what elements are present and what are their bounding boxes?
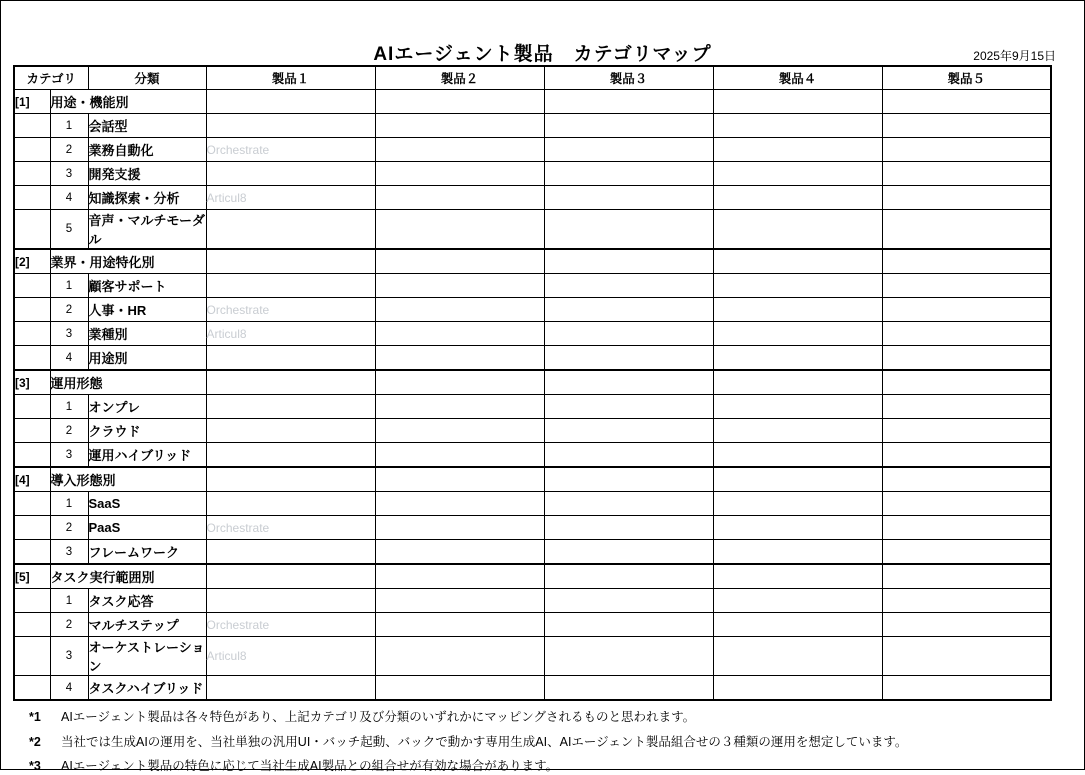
row-classification: SaaS <box>88 492 206 516</box>
product-cell[interactable] <box>713 613 882 637</box>
product-cell[interactable] <box>713 395 882 419</box>
row-classification: タスク応答 <box>88 589 206 613</box>
page-title: AIエージェント製品 カテゴリマップ <box>373 44 712 65</box>
group-product-cell[interactable] <box>375 467 544 492</box>
product-cell[interactable] <box>544 322 713 346</box>
footnote-marker: *1 <box>29 710 41 724</box>
product-cell[interactable] <box>882 274 1051 298</box>
product-cell[interactable] <box>882 395 1051 419</box>
row-classification: 運用ハイブリッド <box>88 443 206 468</box>
notes-section <box>13 710 1072 775</box>
product-cell[interactable] <box>206 540 375 565</box>
group-product-cell[interactable] <box>544 90 713 114</box>
product-cell[interactable] <box>544 210 713 250</box>
table-header-row <box>14 66 1051 90</box>
group-product-cell[interactable] <box>206 370 375 395</box>
row-classification: 知識探索・分析 <box>88 186 206 210</box>
table-row <box>14 186 1051 210</box>
group-marker: [3] <box>14 370 50 395</box>
footnote-marker: *2 <box>29 734 41 749</box>
row-number: 4 <box>50 186 88 210</box>
row-number: 3 <box>50 540 88 565</box>
product-cell[interactable] <box>713 589 882 613</box>
row-number: 5 <box>50 210 88 250</box>
row-classification: 会話型 <box>88 114 206 138</box>
column-header-product-4: 製品４ <box>713 66 882 90</box>
product-cell[interactable] <box>206 492 375 516</box>
product-cell[interactable] <box>882 114 1051 138</box>
product-cell[interactable] <box>713 346 882 371</box>
row-number: 2 <box>50 298 88 322</box>
product-cell[interactable] <box>206 210 375 250</box>
product-cell[interactable] <box>544 637 713 676</box>
group-product-cell[interactable] <box>882 90 1051 114</box>
footnote-text: AIエージェント製品の特色に応じて当社生成AI製品との組合せが有効な場合があります。 <box>61 759 559 774</box>
product-cell[interactable] <box>206 274 375 298</box>
product-cell[interactable] <box>375 138 544 162</box>
product-cell[interactable] <box>544 138 713 162</box>
product-cell[interactable] <box>206 162 375 186</box>
product-cell[interactable] <box>375 298 544 322</box>
product-cell[interactable] <box>713 210 882 250</box>
product-cell[interactable] <box>713 162 882 186</box>
product-cell[interactable] <box>713 138 882 162</box>
group-product-cell[interactable] <box>375 370 544 395</box>
product-cell[interactable] <box>713 186 882 210</box>
product-cell[interactable]: Orchestrate <box>206 298 375 322</box>
table-row <box>14 676 1051 701</box>
column-header-product-2: 製品２ <box>375 66 544 90</box>
product-cell[interactable] <box>544 443 713 468</box>
product-cell[interactable] <box>375 540 544 565</box>
row-number: 1 <box>50 114 88 138</box>
row-category-spacer <box>14 613 50 637</box>
column-header-classification: 分類 <box>88 66 206 90</box>
group-label: 導入形態別 <box>50 467 206 492</box>
group-product-cell[interactable] <box>544 467 713 492</box>
row-number: 1 <box>50 395 88 419</box>
product-cell[interactable] <box>375 274 544 298</box>
product-cell[interactable] <box>882 676 1051 701</box>
row-category-spacer <box>14 589 50 613</box>
product-cell[interactable] <box>882 298 1051 322</box>
product-cell[interactable] <box>375 186 544 210</box>
row-category-spacer <box>14 186 50 210</box>
row-classification: 音声・マルチモーダル <box>88 210 206 250</box>
table-row <box>14 516 1051 540</box>
row-category-spacer <box>14 114 50 138</box>
product-cell[interactable] <box>544 540 713 565</box>
product-cell[interactable] <box>544 589 713 613</box>
row-category-spacer <box>14 516 50 540</box>
table-row <box>14 298 1051 322</box>
row-classification: 用途別 <box>88 346 206 371</box>
group-product-cell[interactable] <box>544 564 713 589</box>
table-row <box>14 162 1051 186</box>
row-category-spacer <box>14 676 50 701</box>
row-number: 3 <box>50 322 88 346</box>
product-cell[interactable] <box>206 114 375 138</box>
group-product-cell[interactable] <box>544 249 713 274</box>
product-cell[interactable] <box>882 210 1051 250</box>
group-product-cell[interactable] <box>713 370 882 395</box>
product-cell[interactable]: Articul8 <box>206 322 375 346</box>
row-number: 3 <box>50 443 88 468</box>
row-category-spacer <box>14 395 50 419</box>
product-cell[interactable] <box>544 676 713 701</box>
table-row <box>14 346 1051 371</box>
product-cell[interactable] <box>375 162 544 186</box>
product-cell[interactable]: Orchestrate <box>206 516 375 540</box>
product-cell[interactable] <box>375 114 544 138</box>
product-cell[interactable] <box>375 492 544 516</box>
product-cell[interactable] <box>544 492 713 516</box>
row-classification: 業種別 <box>88 322 206 346</box>
group-product-cell[interactable] <box>206 90 375 114</box>
footnote-marker: *3 <box>29 759 41 774</box>
group-product-cell[interactable] <box>882 467 1051 492</box>
product-cell[interactable] <box>713 443 882 468</box>
group-marker: [5] <box>14 564 50 589</box>
table-row <box>14 443 1051 468</box>
group-product-cell[interactable] <box>375 249 544 274</box>
footnote-text: 当社では生成AIの運用を、当社単独の汎用UI・バッチ起動、バックで動かす専用生成AI、AIエージェント製品組合せの３種類の運用を想定しています。 <box>61 734 908 749</box>
column-header-category: カテゴリ <box>14 66 88 90</box>
document-header <box>13 13 1072 65</box>
product-cell[interactable] <box>713 676 882 701</box>
row-classification: 業務自動化 <box>88 138 206 162</box>
row-category-spacer <box>14 138 50 162</box>
product-cell[interactable] <box>375 443 544 468</box>
group-marker: [4] <box>14 467 50 492</box>
product-cell[interactable] <box>882 613 1051 637</box>
product-cell[interactable] <box>544 186 713 210</box>
product-cell[interactable] <box>713 274 882 298</box>
product-cell[interactable] <box>206 419 375 443</box>
product-cell[interactable] <box>375 346 544 371</box>
table-row <box>14 114 1051 138</box>
product-cell[interactable] <box>206 443 375 468</box>
product-cell[interactable] <box>544 298 713 322</box>
group-row <box>14 467 1051 492</box>
product-cell[interactable] <box>375 613 544 637</box>
group-product-cell[interactable] <box>713 249 882 274</box>
product-cell[interactable] <box>713 637 882 676</box>
product-cell[interactable] <box>882 419 1051 443</box>
product-cell[interactable] <box>375 589 544 613</box>
column-header-product-3: 製品３ <box>544 66 713 90</box>
product-cell[interactable] <box>882 492 1051 516</box>
group-label: タスク実行範囲別 <box>50 564 206 589</box>
row-number: 1 <box>50 589 88 613</box>
product-cell[interactable]: Orchestrate <box>206 613 375 637</box>
product-cell[interactable] <box>206 676 375 701</box>
column-header-product-5: 製品５ <box>882 66 1051 90</box>
row-number: 4 <box>50 346 88 371</box>
row-classification: マルチステップ <box>88 613 206 637</box>
group-product-cell[interactable] <box>375 564 544 589</box>
product-cell[interactable] <box>882 516 1051 540</box>
product-cell[interactable] <box>713 298 882 322</box>
product-cell[interactable] <box>882 443 1051 468</box>
row-number: 1 <box>50 492 88 516</box>
group-product-cell[interactable] <box>882 249 1051 274</box>
row-category-spacer <box>14 419 50 443</box>
product-cell[interactable] <box>544 419 713 443</box>
group-product-cell[interactable] <box>544 370 713 395</box>
row-classification: 人事・HR <box>88 298 206 322</box>
row-category-spacer <box>14 298 50 322</box>
group-product-cell[interactable] <box>882 564 1051 589</box>
product-cell[interactable] <box>882 322 1051 346</box>
product-cell[interactable] <box>713 540 882 565</box>
product-cell[interactable] <box>544 613 713 637</box>
product-cell[interactable] <box>375 637 544 676</box>
row-classification: タスクハイブリッド <box>88 676 206 701</box>
row-category-spacer <box>14 322 50 346</box>
group-row <box>14 90 1051 114</box>
footnote <box>29 710 1072 726</box>
product-cell[interactable]: Articul8 <box>206 186 375 210</box>
group-row <box>14 370 1051 395</box>
product-cell[interactable] <box>375 395 544 419</box>
product-cell[interactable] <box>375 322 544 346</box>
row-number: 2 <box>50 516 88 540</box>
table-row <box>14 138 1051 162</box>
table-row <box>14 210 1051 250</box>
group-product-cell[interactable] <box>206 564 375 589</box>
table-row <box>14 492 1051 516</box>
product-cell[interactable] <box>882 162 1051 186</box>
product-cell[interactable]: Orchestrate <box>206 138 375 162</box>
product-cell[interactable] <box>713 419 882 443</box>
product-cell[interactable] <box>713 322 882 346</box>
product-cell[interactable] <box>544 114 713 138</box>
product-cell[interactable] <box>713 492 882 516</box>
footnote-text: AIエージェント製品は各々特色があり、上記カテゴリ及び分類のいずれかにマッピングされるものと思われます。 <box>61 710 696 724</box>
row-number: 2 <box>50 138 88 162</box>
group-product-cell[interactable] <box>206 467 375 492</box>
table-body <box>14 90 1051 701</box>
product-cell[interactable] <box>544 274 713 298</box>
table-row <box>14 637 1051 676</box>
product-cell[interactable] <box>882 138 1051 162</box>
table-row <box>14 395 1051 419</box>
product-cell[interactable] <box>713 114 882 138</box>
row-number: 1 <box>50 274 88 298</box>
product-cell[interactable] <box>544 162 713 186</box>
group-marker: [1] <box>14 90 50 114</box>
footnote <box>29 759 1072 775</box>
table-row <box>14 322 1051 346</box>
group-marker: [2] <box>14 249 50 274</box>
row-category-spacer <box>14 274 50 298</box>
table-row <box>14 419 1051 443</box>
row-category-spacer <box>14 540 50 565</box>
footnote <box>29 735 1072 751</box>
row-number: 2 <box>50 419 88 443</box>
row-classification: 顧客サポート <box>88 274 206 298</box>
group-row <box>14 564 1051 589</box>
row-category-spacer <box>14 492 50 516</box>
product-cell[interactable] <box>544 395 713 419</box>
table-row <box>14 540 1051 565</box>
group-product-cell[interactable] <box>713 564 882 589</box>
row-classification: オンプレ <box>88 395 206 419</box>
group-product-cell[interactable] <box>713 467 882 492</box>
row-classification: クラウド <box>88 419 206 443</box>
product-cell[interactable] <box>713 516 882 540</box>
product-cell[interactable] <box>544 516 713 540</box>
product-cell[interactable] <box>375 676 544 701</box>
product-cell[interactable] <box>206 346 375 371</box>
product-cell[interactable] <box>882 589 1051 613</box>
table-row <box>14 589 1051 613</box>
table-row <box>14 613 1051 637</box>
row-number: 4 <box>50 676 88 701</box>
row-category-spacer <box>14 443 50 468</box>
group-product-cell[interactable] <box>375 90 544 114</box>
category-map-table <box>13 65 1052 701</box>
row-classification: フレームワーク <box>88 540 206 565</box>
product-cell[interactable] <box>882 637 1051 676</box>
product-cell[interactable] <box>544 346 713 371</box>
row-category-spacer <box>14 162 50 186</box>
group-row <box>14 249 1051 274</box>
row-number: 3 <box>50 162 88 186</box>
group-product-cell[interactable] <box>206 249 375 274</box>
group-product-cell[interactable] <box>882 370 1051 395</box>
table-row <box>14 274 1051 298</box>
product-cell[interactable] <box>206 589 375 613</box>
group-product-cell[interactable] <box>713 90 882 114</box>
product-cell[interactable] <box>375 419 544 443</box>
product-cell[interactable] <box>206 395 375 419</box>
document-date: 2025年9月15日 <box>973 49 1056 63</box>
row-number: 2 <box>50 613 88 637</box>
column-header-product-1: 製品１ <box>206 66 375 90</box>
group-label: 用途・機能別 <box>50 90 206 114</box>
row-classification: オーケストレーション <box>88 637 206 676</box>
row-classification: PaaS <box>88 516 206 540</box>
product-cell[interactable] <box>882 346 1051 371</box>
product-cell[interactable] <box>882 186 1051 210</box>
product-cell[interactable]: Articul8 <box>206 637 375 676</box>
product-cell[interactable] <box>882 540 1051 565</box>
row-classification: 開発支援 <box>88 162 206 186</box>
row-category-spacer <box>14 637 50 676</box>
product-cell[interactable] <box>375 210 544 250</box>
group-label: 業界・用途特化別 <box>50 249 206 274</box>
product-cell[interactable] <box>375 516 544 540</box>
row-category-spacer <box>14 346 50 371</box>
row-category-spacer <box>14 210 50 250</box>
row-number: 3 <box>50 637 88 676</box>
group-label: 運用形態 <box>50 370 206 395</box>
